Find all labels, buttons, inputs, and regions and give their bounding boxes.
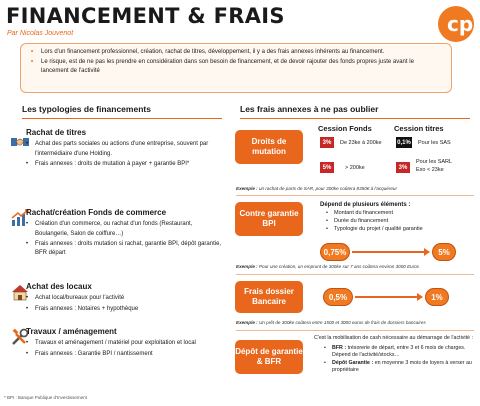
depends-item: • Durée du financement — [326, 217, 470, 225]
rate-low-pill: 0,5% — [323, 288, 353, 306]
financing-item-rachat-titres — [26, 128, 226, 170]
intro-point: • Lors d'un financement professionnel, création, rachat de titres, développement, il y a des frais annexes inhérents au financement. — [31, 48, 441, 58]
depends-item: • Montant du financement — [326, 209, 470, 217]
left-section-title: Les typologies de financements — [22, 104, 151, 114]
example-label: Exemple : — [236, 186, 258, 191]
depends-item: • Typologie du projet / qualité garantie — [326, 225, 470, 233]
page-title: FINANCEMENT & FRAIS — [6, 4, 285, 28]
arrow-head-icon — [424, 248, 430, 256]
logo-text: cp — [447, 12, 474, 36]
depot-intro: C'est la mobilisation de cash nécessaire au démarrage de l'activité : — [314, 335, 473, 341]
example-text: Un prêt de 300ke coûtera entre 1500 et 3000 euros de frais de dossiers bancaires — [258, 320, 426, 325]
rate-chip: 5% — [320, 162, 334, 173]
garantie-example — [236, 264, 419, 269]
example-text: un rachat de parts de SAR, pour 300ke coûtera 8350€ à l'acquéreur — [258, 186, 397, 191]
rate-desc: Pour les SAS — [418, 140, 451, 146]
depends-title: Dépend de plusieurs éléments : — [320, 202, 411, 208]
item-title: Rachat de titres — [26, 128, 87, 137]
author-line: Par Nicolas Jouvenot — [7, 30, 74, 37]
intro-point: • Le risque, est de ne pas les prendre en considération dans son besoin de financement, et de devoir rajouter des fonds propres juste avant le lancement de l'activité — [31, 58, 441, 77]
depot-point-text: trésorerie de départ, entre 3 et 6 mois de charges. Dépend de l'activité/stocks… — [332, 344, 466, 359]
item-bullet: • Frais annexes : Garantie BPI / nantissement — [26, 350, 226, 359]
footnote: * BPI : Banque Publique d'Investissement — [4, 395, 87, 400]
divider — [236, 195, 474, 196]
left-section-underline — [22, 118, 222, 119]
item-bullet: • Frais annexes : droits mutation si rachat, garantie BPI, dépôt garantie, BFR départ — [26, 240, 226, 259]
rate-desc: De 23ke à 200ke — [340, 140, 382, 146]
frais-dossier-label: Frais dossier Bancaire — [235, 281, 303, 313]
item-bullet: • Frais annexes : droits de mutation à payer + garantie BPI* — [26, 160, 226, 169]
depot-point-key: BFR : — [332, 344, 347, 351]
item-bullet: • Achat local/bureaux pour l'activité — [26, 294, 226, 303]
financing-item-travaux — [26, 327, 226, 360]
example-text: Pour une création, un emprunt de 300ke sur 7 ans coûtera environ 3000 Euros — [258, 264, 420, 269]
example-label: Exemple : — [236, 264, 258, 269]
item-title: Rachat/création Fonds de commerce — [26, 208, 167, 217]
arrow-head-icon — [417, 293, 423, 301]
garantie-bpi-label: Contre garantie BPI — [235, 202, 303, 236]
financing-item-achat-locaux — [26, 282, 226, 315]
depot-point-text: en moyenne 3 mois de loyers à verser au propriétaire — [332, 359, 472, 374]
rate-chip: 3% — [396, 162, 410, 173]
droits-mutation-label: Droits de mutation — [235, 130, 303, 164]
cession-titres-title: Cession titres — [394, 124, 444, 133]
range-arrow — [352, 251, 426, 253]
rate-high-pill: 1% — [425, 288, 449, 306]
brand-logo — [438, 6, 474, 42]
item-bullet: • Création d'un commerce, ou rachat d'un fonds (Restaurant, Boulangerie, Salon de coiffure…) — [26, 220, 226, 239]
dossier-example — [236, 320, 426, 325]
divider — [236, 274, 474, 275]
depot-point — [324, 345, 474, 360]
rate-desc: > 200ke — [345, 165, 365, 171]
rate-chip: 0,1% — [396, 137, 412, 148]
item-title: Achat des locaux — [26, 282, 92, 291]
item-title: Travaux / aménagement — [26, 327, 117, 336]
depot-point-key: Dépôt Garantie : — [332, 359, 374, 366]
rate-chip: 3% — [320, 137, 334, 148]
depot-details — [314, 335, 474, 375]
rate-low-pill: 0,75% — [320, 243, 350, 261]
divider — [236, 330, 474, 331]
rate-desc: Pour les SARL Exo < 23ke — [416, 159, 452, 173]
depot-point — [324, 360, 474, 375]
right-section-title: Les frais annexes à ne pas oublier — [240, 104, 379, 114]
range-arrow — [355, 296, 419, 298]
mutation-example — [236, 186, 397, 191]
rate-high-pill: 5% — [432, 243, 456, 261]
right-section-underline — [240, 118, 470, 119]
item-bullet: • Travaux et aménagement / matériel pour exploitation et local — [26, 339, 226, 348]
item-bullet: • Achat des parts sociales ou actions d'une entreprise, souvent par l'intermédiaire d'une Holding. — [26, 140, 226, 159]
intro-box — [20, 43, 452, 93]
item-bullet: • Frais annexes : Notaires + hypothèque — [26, 305, 226, 314]
example-label: Exemple : — [236, 320, 258, 325]
cession-fonds-title: Cession Fonds — [318, 124, 372, 133]
financing-item-fonds-commerce — [26, 208, 226, 259]
depot-bfr-label: Dépôt de garantie & BFR — [235, 340, 303, 374]
garantie-depends — [320, 201, 470, 233]
